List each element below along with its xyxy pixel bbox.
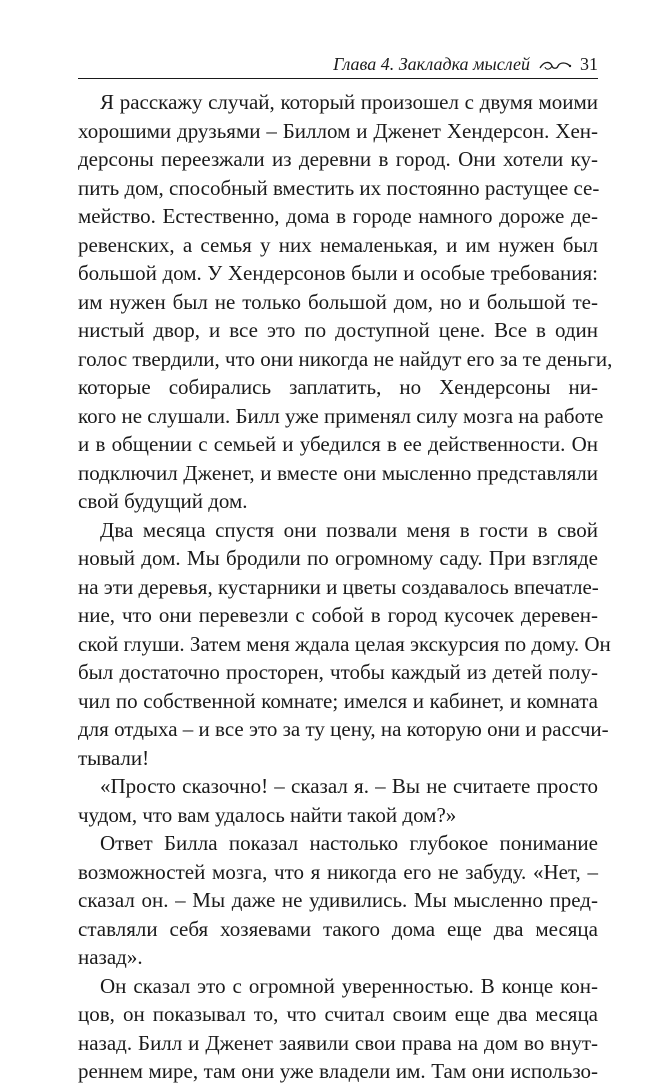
text-line: тывали! xyxy=(78,745,150,770)
text-line: ставляли себя хозяевами такого дома еще два месяца xyxy=(78,916,598,941)
text-line: назад. Билл и Дженет заявили свои права на дом во внут- xyxy=(78,1030,598,1055)
text-line: назад». xyxy=(78,945,143,969)
text-line: голос твердили, что они никогда не найдут его за те деньги, xyxy=(78,346,613,371)
text-line: на эти деревья, кустарники и цветы создавалось впечатле- xyxy=(78,574,599,599)
text-line: и в общении с семьей и убедился в ее действенности. Он xyxy=(78,432,598,456)
text-line: ревенских, а семья у них немаленькая, и им нужен был xyxy=(78,232,598,257)
text-line: чил по собственной комнате; имелся и кабинет, и комната xyxy=(78,688,598,713)
text-line: свой будущий дом. xyxy=(78,489,248,513)
text-line: подключил Дженет, и вместе они мысленно представляли xyxy=(78,460,598,485)
text-line: мейство. Естественно, дома в городе намного дороже де- xyxy=(78,204,598,228)
text-line: был достаточно просторен, чтобы каждый из детей полу- xyxy=(78,660,598,684)
text-line: ской глуши. Затем меня ждала целая экскурсия по дому. Он xyxy=(78,631,611,656)
body-text xyxy=(78,88,613,1086)
text-line: нистый двор, и все это по доступной цене. Все в один xyxy=(78,318,598,342)
text-line: чудом, что вам удалось найти такой дом?» xyxy=(78,802,457,827)
page-number: 31 xyxy=(580,53,598,74)
text-line: цов, он показывал то, что считал своим еще два месяца xyxy=(78,1002,598,1026)
text-line: Он сказал это с огромной уверенностью. В конце кон- xyxy=(100,973,598,998)
header-divider xyxy=(78,78,598,79)
paragraph xyxy=(78,516,611,773)
text-line: реннем мире, там они уже владели им. Там они использо- xyxy=(78,1059,598,1083)
text-line: новый дом. Мы бродили по огромному саду. При взгляде xyxy=(78,546,598,570)
text-line: большой дом. У Хендерсонов были и особые требования: xyxy=(78,261,598,285)
text-line: Я расскажу случай, который произошел с двумя моими xyxy=(100,90,598,114)
paragraph xyxy=(78,972,598,1086)
text-line: пить дом, способный вместить их постоянно растущее се- xyxy=(78,175,600,200)
paragraph xyxy=(78,88,613,516)
text-line: возможностей мозга, что я никогда его не забуду. «Нет, – xyxy=(78,859,598,884)
paragraph xyxy=(78,829,598,972)
running-header xyxy=(78,52,598,76)
paragraph xyxy=(78,772,598,829)
text-line: ние, что они перевезли с собой в город кусочек деревен- xyxy=(78,603,598,627)
swirl-ornament-icon xyxy=(538,57,572,71)
text-line: Два месяца спустя они позвали меня в гости в свой xyxy=(100,517,598,542)
text-line: Ответ Билла показал настолько глубокое понимание xyxy=(100,831,598,855)
text-line: им нужен был не только большой дом, но и большой те- xyxy=(78,289,598,314)
text-line: кого не слушали. Билл уже применял силу мозга на работе xyxy=(78,403,604,428)
text-line: сказал он. – Мы даже не удивились. Мы мысленно пред- xyxy=(78,888,598,912)
text-line: «Просто сказочно! – сказал я. – Вы не считаете просто xyxy=(100,774,598,798)
text-line: которые собирались заплатить, но Хендерсоны ни- xyxy=(78,375,598,399)
chapter-title: Глава 4. Закладка мыслей xyxy=(333,53,530,74)
text-line: хорошими друзьями – Биллом и Дженет Хендерсон. Хен- xyxy=(78,118,598,143)
text-line: дерсоны переезжали из деревни в город. Они хотели ку- xyxy=(78,147,598,171)
text-line: для отдыха – и все это за ту цену, на которую они и рассчи- xyxy=(78,717,609,741)
